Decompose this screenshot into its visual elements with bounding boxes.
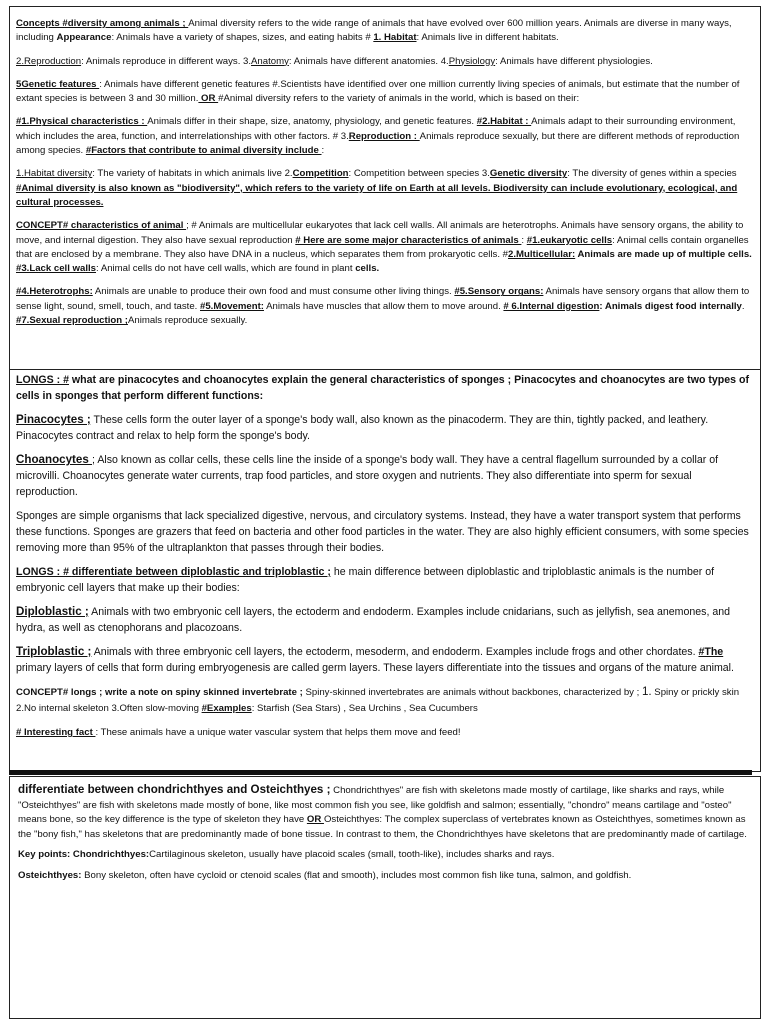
- habitat-diversity-paragraph: 1.Habitat diversity: The variety of habitats in which animals live 2.Competition: Competition between species 3.Genetic diversity: The diversity of genes within a species #Animal diversity is also known as "biodiversity", which refers to the variety of life on Earth at all levels. Biodiversity can include evolutionary, ecological, and cultural processes.: [16, 168, 738, 208]
- spiny-invertebrate-paragraph: CONCEPT# longs ; write a note on spiny skinned invertebrate ; Spiny-skinned invertebrates are animals without backbones, characterized by ; 1. Spiny or prickly skin 2.No internal skeleton 3.Often slow-moving #Examples: Starfish (Sea Stars) , Sea Urchins , Sea Cucumbers: [16, 685, 740, 714]
- diversity-intro-paragraph: Concepts #diversity among animals ; Animal diversity refers to the wide range of animals that have evolved over 600 million years. Animals are diverse in many ways, including Appearance: Animals have a variety of shapes, sizes, and eating habits # 1. Habitat: Animals live in different habitats.: [16, 18, 732, 44]
- genetic-features-paragraph: 5Genetic features : Animals have different genetic features #.Scientists have identified over one million currently living species of animals, but estimate that the number of extant species is between 3 and 30 million. OR #Animal diversity refers to the variety of animals in the world, which is based on their:: [16, 78, 740, 105]
- diploblastic-question: LONGS : # differentiate between diploblastic and triploblastic ; he main difference between diploblastic and triploblastic animals is the number of embryonic cell layers that make up their bodies:: [16, 566, 715, 594]
- fish-differentiate-paragraph: differentiate between chondrichthyes and Osteichthyes ; Chondrichthyes" are fish with skeletons made mostly of cartilage, like sharks and rays, while "Osteichthyes" are fish with skeletons made mostly of bone, like most common fish you see, like goldfish and salmon; essentially, "chondro" means cartilage and "osteo" means bone, so the key difference is the type of skeleton they have OR Osteichthyes: The complex superclass of vertebrates known as Osteichthyes, sometimes known as the "bony fish," has skeletons that are predominantly made of bone tissue. In contrast to them, the Chondrichthyes have skeletons that are predominantly made of cartilage.: [18, 783, 747, 840]
- diversity-section: [9, 6, 761, 370]
- animal-characteristics-paragraph: CONCEPT# characteristics of animal ; # Animals are multicellular eukaryotes that lack cell walls. All animals are heterotrophs. Animals have sensory organs, the ability to move, and internal digestion. They also have sexual reproduction # Here are some major characteristics of animals : #1.eukaryotic cells: Animal cells contain organelles that are enclosed by a membrane. They also have DNA in a nucleus, which separates them from prokaryotic cells. #2.Multicellular: Animals are made up of multiple cells. #3.Lack cell walls: Animal cells do not have cell walls, which are found in plant cells.: [16, 220, 752, 275]
- reproduction-paragraph: 2.Reproduction: Animals reproduce in different ways. 3.Anatomy: Animals have different anatomies. 4.Physiology: Animals have different physiologies.: [16, 55, 653, 67]
- pinacocytes-paragraph: Pinacocytes ; These cells form the outer layer of a sponge's body wall, also known as the pinacoderm. They are thin, tightly packed, and leathery. Pinacocytes contract and relax to help form the sponge's body.: [16, 413, 709, 442]
- osteichthyes-paragraph: Osteichthyes: Bony skeleton, often have cycloid or ctenoid scales (flat and smooth), includes most common fish like tuna, salmon, and goldfish.: [18, 869, 632, 881]
- interesting-fact-paragraph: # Interesting fact : These animals have a unique water vascular system that helps them move and feed!: [16, 727, 461, 738]
- fish-heading: differentiate between chondrichthyes and Osteichthyes ;: [18, 783, 331, 796]
- triploblastic-paragraph: Triploblastic ; Animals with three embryonic cell layers, the ectoderm, mesoderm, and endoderm. Examples include frogs and other chordates. #The primary layers of cells that form during embryogenesis are called germ layers. These layers differentiate into the tissues and organs of the mature animal.: [16, 645, 734, 674]
- key-points-paragraph: Key points: Chondrichthyes:Cartilaginous skeleton, usually have placoid scales (small, tooth-like), includes sharks and rays.: [18, 849, 555, 860]
- fish-section: [9, 776, 761, 1019]
- heterotrophs-paragraph: #4.Heterotrophs: Animals are unable to produce their own food and must consume other living things. #5.Sensory organs: Animals have sensory organs that allow them to sense light, sound, smell, touch, and taste. #5.Movement: Animals have muscles that allow them to move around. # 6.Internal digestion: Animals digest food internally. #7.Sexual reproduction ;Animals reproduce sexually.: [16, 286, 750, 327]
- sponges-section: [9, 369, 761, 772]
- diploblastic-paragraph: Diploblastic ; Animals with two embryonic cell layers, the ectoderm and endoderm. Examples include cnidarians, such as jellyfish, sea anemones, and hydra, as well as ctenophorans and placozoans.: [16, 605, 731, 634]
- pinacocytes-question: LONGS : # what are pinacocytes and choanocytes explain the general characteristics of sponges ; Pinacocytes and choanocytes are two types of cells in sponges that perform different functions:: [16, 374, 749, 402]
- sponges-paragraph: Sponges are simple organisms that lack specialized digestive, nervous, and circulatory systems. Instead, they have a water transport system that performs these functions. Sponges are grazers that feed on bacteria and other food particles in the water. They are also highly efficient consumers, with some species removing more than 95% of the ultraplankton that passes through their bodies.: [16, 510, 749, 554]
- choanocytes-paragraph: Choanocytes ; Also known as collar cells, these cells line the inside of a sponge's body wall. They have a central flagellum surrounded by a collar of microvilli. Choanocytes generate water currents, trap food particles, and store oxygen and nutrients. They also differentiate into sperm for sexual reproduction.: [16, 453, 719, 498]
- concepts-heading: Concepts #diversity among animals ;: [16, 18, 189, 29]
- physical-characteristics-paragraph: #1.Physical characteristics : Animals differ in their shape, size, anatomy, physiology, and genetic features. #2.Habitat : Animals adapt to their surrounding environment, which includes the area, function, and interrelationships with other factors. # 3.Reproduction : Animals reproduce sexually, but there are different methods of reproduction among species. #Factors that contribute to animal diversity include :: [16, 116, 740, 157]
- section-divider: [9, 770, 752, 775]
